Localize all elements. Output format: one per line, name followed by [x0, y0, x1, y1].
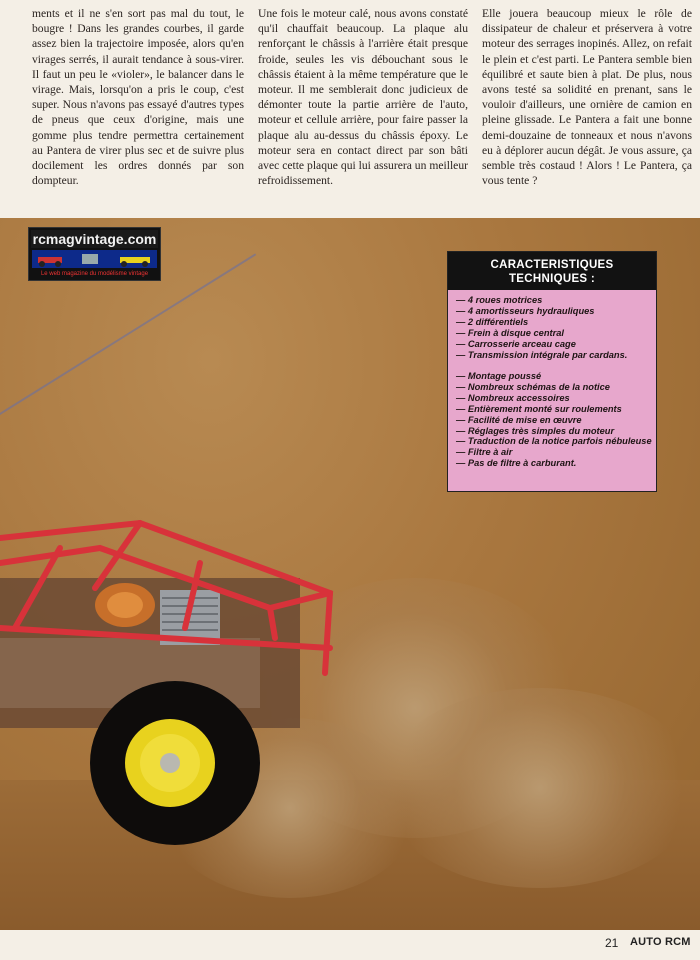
spec-item: — Transmission intégrale par cardans. [456, 349, 628, 360]
air-filter-core [107, 592, 143, 618]
column-text: ments et il ne s'en sort pas mal du tout, le bougre ! Dans les grandes courbes, il garde assez bien la trajectoire imposée, alors qu'en virages serrés, il aurait tendance à sous-virer. Il faut un peu le «violer», le balancer dans le virage. Mais, lorsqu'on a pris le coup, c'est super. Nous n'avons pas essayé d'autres types de pneus que ceux d'origine, mais une gomme plus tendre permettra certainement au Pantera de virer plus sec et de suivre plus docilement les ordres donnés par son dompteur. [32, 7, 244, 188]
specs-title-line2: TECHNIQUES : [508, 273, 596, 285]
logo-tagline: Le web magazine du modélisme vintage [40, 271, 149, 277]
spec-item: — Pas de filtre à carburant. [456, 458, 577, 469]
page-footer [0, 930, 700, 960]
spec-item: — Frein à disque central [456, 327, 564, 338]
spec-item: — Réglages très simples du moteur [456, 425, 615, 436]
specs-title [448, 252, 656, 290]
logo-title: rcmagvintage.com [32, 231, 157, 247]
page-number: 21 [605, 936, 619, 950]
article-column-3 [482, 6, 692, 188]
spec-item: — Montage poussé [456, 371, 542, 381]
site-logo [28, 227, 161, 281]
magazine-name: AUTO RCM [630, 936, 691, 948]
spec-item: — 4 roues motrices [456, 295, 543, 305]
spec-item: — Facilité de mise en œuvre [456, 414, 582, 425]
logo-car-strip [32, 250, 157, 268]
specs-box [447, 251, 657, 492]
column-text: Elle jouera beaucoup mieux le rôle de dissipateur de chaleur et préservera à votre moteur des serrages inopinés. Allez, on refait le plein et c'est parti. Le Pantera semble bien équilibré et saute bien à plat. De plus, nous avons testé sa solidité en prenant, sans le vouloir d'ailleurs, une ornière de camion en pleine glissade. Le Pantera a fait une bonne demi-douzaine de tonneaux et nous n'avons eu à déplorer aucun dégât. Je vous assure, ça semble très costaud ! Alors ! Le Pantera, ça vous tente ? [482, 7, 692, 188]
article-column-1 [32, 6, 244, 188]
specs-list-features [456, 295, 652, 360]
specs-title-line1: CARACTERISTIQUES [490, 259, 614, 271]
front-wheel [90, 681, 260, 845]
spec-item: — Entièrement monté sur roulements [456, 403, 622, 414]
spec-item: — 2 différentiels [456, 316, 529, 327]
car-silhouettes-icon [32, 250, 157, 268]
spec-item: — Traduction de la notice parfois nébuleuse [456, 436, 652, 447]
spec-item: — Nombreux schémas de la notice [456, 381, 610, 392]
spec-item: — Nombreux accessoires [456, 392, 570, 403]
column-text: Une fois le moteur calé, nous avons constaté qu'il chauffait beaucoup. La plaque alu renforçant le châssis à l'arrière était presque froide, seules les vis débouchant sous le châssis étaient à la même température que le moteur. Il me semblerait donc judicieux de démonter toute la partie arrière de l'auto, moteur et cellule arrière, pour faire passer la plaque alu au-dessus du châssis époxy. Le moteur sera en contact direct par son bâti avec cette plaque qui lui assurera un meilleur refroidissement. [258, 7, 468, 188]
spec-item: — Filtre à air [456, 447, 513, 458]
spec-item: — 4 amortisseurs hydrauliques [456, 305, 595, 316]
article-column-2 [258, 6, 468, 188]
specs-list-assessment [456, 371, 652, 469]
spec-item: — Carrosserie arceau cage [456, 338, 576, 349]
